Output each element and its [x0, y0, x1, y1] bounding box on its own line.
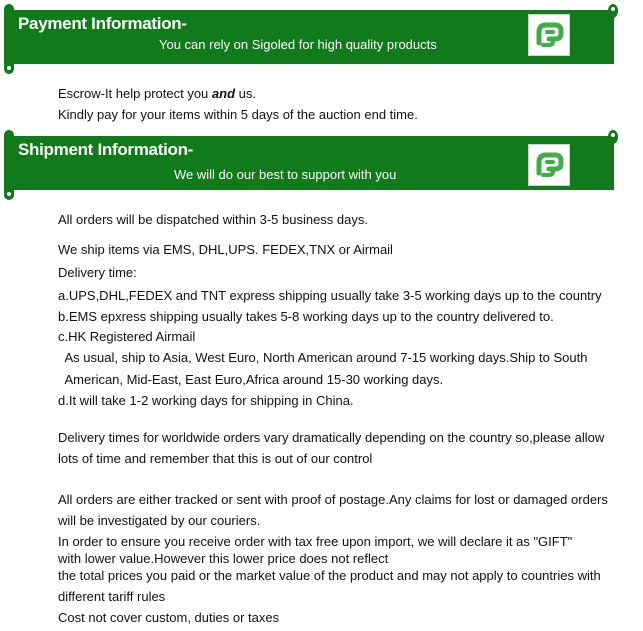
sigoled-logo-icon: [528, 14, 570, 56]
worldwide-line-1: Delivery times for worldwide orders vary dramatically depending on the country so,please allow: [58, 430, 605, 445]
customs-line-4: different tariff rules: [58, 589, 166, 604]
customs-line-3: the total prices you paid or the market value of the product and may not apply to countries with: [58, 568, 601, 583]
delivery-item-a: a.UPS,DHL,FEDEX and TNT express shipping usually take 3-5 working days up to the country: [58, 288, 602, 303]
delivery-time-heading: Delivery time:: [58, 265, 137, 280]
customs-line-1: In order to ensure you receive order with tax free upon import, we will declare it as "GIFT": [58, 534, 573, 549]
shipment-banner: [4, 130, 614, 188]
delivery-item-b: b.EMS epxress shipping usually takes 5-8 working days up to the country delivered to.: [58, 309, 554, 324]
delivery-item-c: c.HK Registered Airmail: [58, 329, 196, 344]
payment-title: Payment Information-: [18, 14, 187, 33]
carriers-line: We ship items via EMS, DHL,UPS. FEDEX,TNX or Airmail: [58, 242, 393, 257]
airmail-detail-1: As usual, ship to Asia, West Euro, North American around 7-15 working days.Ship to South: [58, 350, 588, 365]
shipment-subtitle: We will do our best to support with you: [174, 167, 397, 182]
tracking-line-1: All orders are either tracked or sent with proof of postage.Any claims for lost or damaged orders: [58, 492, 608, 507]
customs-line-2: with lower value.However this lower price does not reflect: [58, 551, 389, 566]
worldwide-line-2: lots of time and remember that this is out of our control: [58, 451, 373, 466]
escrow-emphasis: and: [211, 86, 236, 101]
tracking-line-2: will be investigated by our couriers.: [58, 513, 261, 528]
banner-scroll-right: [608, 130, 618, 144]
cost-note-line: Cost not cover custom, duties or taxes: [58, 610, 280, 625]
shipment-title: Shipment Information-: [18, 140, 194, 159]
kindly-pay-line: Kindly pay for your items within 5 days of the auction end time.: [58, 107, 418, 122]
dispatch-line: All orders will be dispatched within 3-5 business days.: [58, 212, 368, 227]
sigoled-logo-icon: [528, 144, 570, 186]
escrow-text-end: us.: [235, 86, 256, 101]
airmail-detail-2: American, Mid-East, East Euro,Africa around 15-30 working days.: [58, 372, 444, 387]
escrow-text: Escrow-It help protect you: [58, 86, 212, 101]
escrow-line: [58, 86, 256, 102]
payment-banner: [4, 4, 614, 62]
payment-subtitle: You can rely on Sigoled for high quality products: [159, 37, 437, 52]
delivery-item-d: d.It will take 1-2 working days for shipping in China.: [58, 393, 354, 408]
banner-scroll-right: [608, 4, 618, 18]
